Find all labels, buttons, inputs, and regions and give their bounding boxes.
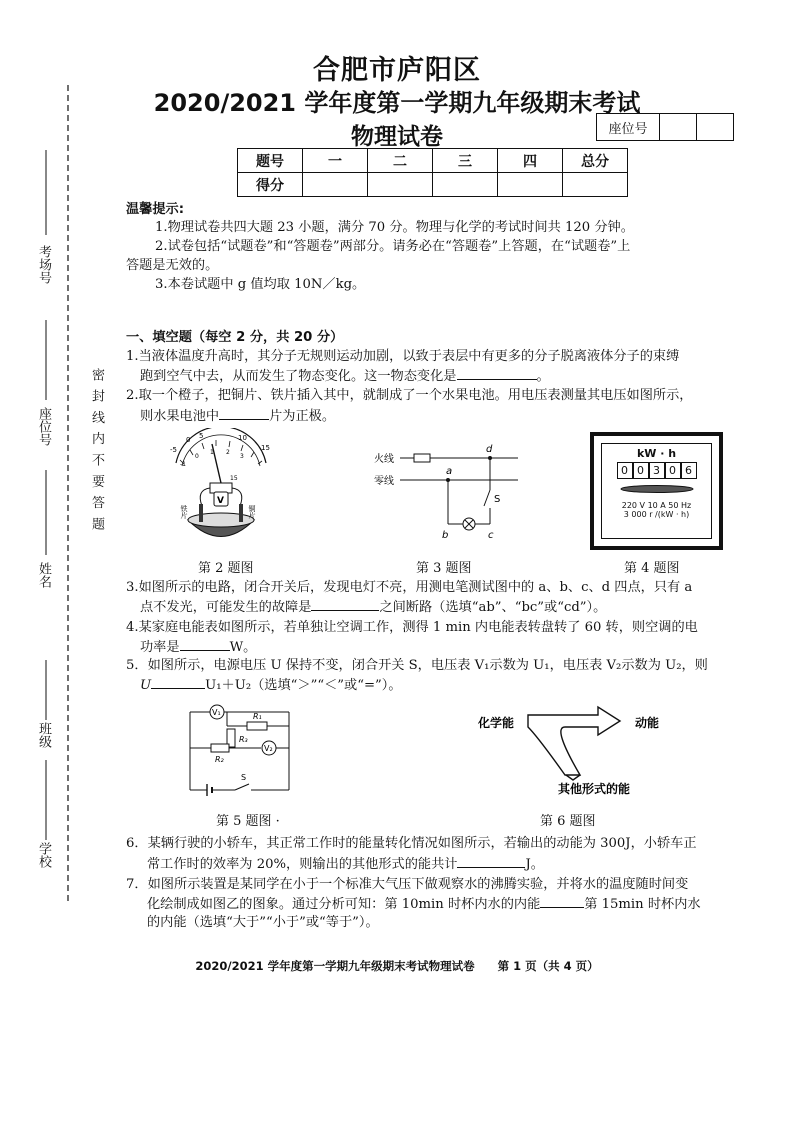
- score-header-cell: 二: [368, 149, 433, 173]
- answer-blank[interactable]: [151, 674, 205, 689]
- scale-label: 15: [230, 475, 238, 482]
- voltmeter-label: V: [217, 496, 224, 506]
- meter-digit: 3: [649, 462, 665, 479]
- tips-line: 2.试卷包括“试题卷”和“答题卷”两部分。请务必在“答题卷”上答题，在“试题卷”上: [155, 239, 631, 254]
- voltmeter-circuit-figure: [185, 700, 295, 800]
- meter-digits: [602, 462, 711, 479]
- seat-number-label: 座位号: [597, 114, 660, 141]
- point-a-label: a: [446, 466, 453, 477]
- question-text: 7．如图所示装置是某同学在小于一个标准大气压下做观察水的沸腾实验，并将水的温度随时间变: [126, 877, 689, 892]
- figure-caption: 第 2 题图: [198, 561, 254, 576]
- score-cell[interactable]: [498, 173, 563, 197]
- chemical-energy-label: 化学能: [478, 716, 515, 730]
- title-district: 合肥市庐阳区: [313, 55, 481, 86]
- question-text: 1.当液体温度升高时，其分子无规则运动加剧，以致于表层中有更多的分子脱离液体分子的束缚: [126, 349, 680, 364]
- question-text: 常工作时的效率为 20%，则输出的其他形式的能共计: [147, 857, 458, 872]
- r3-label: R₃: [239, 735, 248, 744]
- live-wire-label: 火线: [374, 454, 394, 465]
- question-text: 6．某辆行驶的小轿车，其正常工作时的能量转化情况如图所示，若输出的动能为 300J，小轿车正: [126, 836, 697, 851]
- meter-digit: 0: [665, 462, 681, 479]
- tips-line: 答题是无效的。: [126, 258, 219, 273]
- score-header-cell: 总分: [563, 149, 628, 173]
- school-label: 学校: [36, 842, 51, 868]
- score-header-cell: 一: [303, 149, 368, 173]
- figure-caption: 第 3 题图: [416, 561, 472, 576]
- question-text: 5．如图所示，电源电压 U 保持不变，闭合开关 S，电压表 V₁示数为 U₁，电压表 V₂示数为 U₂，则: [126, 658, 708, 673]
- seat-number-box: [596, 113, 734, 141]
- question-text: 2.取一个橙子，把铜片、铁片插入其中，就制成了一个水果电池。用电压表测量其电压如图所示，: [126, 388, 693, 403]
- other-energy-label: 其他形式的能: [558, 782, 631, 796]
- title-exam: 2020/2021 学年度第一学期九年级期末考试: [153, 89, 641, 117]
- fruit-battery-figure: [166, 428, 276, 553]
- v1-label: V₁: [212, 708, 221, 717]
- question-text: 功率是: [140, 640, 180, 655]
- switch-label: S: [494, 494, 501, 505]
- answer-blank[interactable]: [180, 636, 230, 651]
- seat-cell[interactable]: [660, 114, 697, 141]
- question-text: U: [140, 678, 152, 693]
- answer-blank[interactable]: [457, 853, 525, 868]
- score-header-cell: 题号: [238, 149, 303, 173]
- seat-cell[interactable]: [697, 114, 734, 141]
- question-text: 之间断路（选填“ab”、“bc”或“cd”）。: [379, 600, 607, 615]
- question-text: U₁＋U₂（选填“＞”“＜”或“=”）。: [205, 678, 402, 693]
- point-d-label: d: [486, 444, 493, 455]
- scale-label: 0: [195, 453, 199, 460]
- figure-caption: 第 6 题图: [540, 814, 596, 829]
- scale-label: 10: [238, 434, 247, 442]
- question-line: [140, 674, 402, 697]
- score-header-cell: 四: [498, 149, 563, 173]
- copper-plate-label: 铜片: [248, 505, 256, 519]
- score-cell[interactable]: [303, 173, 368, 197]
- meter-unit: kW · h: [636, 447, 677, 460]
- meter-spec-revolutions: 3 000 r /(kW · h): [623, 510, 690, 519]
- iron-plate-label: 铁片: [180, 505, 188, 519]
- name-label: 姓名: [36, 562, 51, 588]
- scale-label: 2: [226, 449, 230, 456]
- energy-meter-figure: [590, 432, 723, 550]
- question-text: 化绘制成如图乙的图象。通过分析可知：第 10min 时杯内水的内能: [147, 897, 541, 912]
- question-text: 点不发光，可能发生的故障是: [140, 600, 312, 615]
- meter-spec-voltage: 220 V 10 A 50 Hz: [621, 501, 692, 510]
- scale-label: 1: [210, 449, 214, 456]
- question-text: 的内能（选填“大于”“小于”或“等于”）。: [147, 915, 379, 930]
- binding-margin: [0, 0, 120, 1123]
- point-b-label: b: [442, 530, 449, 541]
- household-circuit-figure: [370, 442, 530, 542]
- neutral-wire-label: 零线: [374, 476, 394, 487]
- tips-line: 1.物理试卷共四大题 23 小题，满分 70 分。物理与化学的考试时间共 120 分钟。: [155, 220, 634, 235]
- question-text: 第 15min 时杯内水: [584, 897, 701, 912]
- question-line: [140, 596, 606, 619]
- question-text: W。: [229, 640, 257, 655]
- r2-label: R₂: [215, 755, 224, 764]
- score-cell[interactable]: [368, 173, 433, 197]
- class-label: 班级: [36, 722, 51, 748]
- answer-blank[interactable]: [540, 893, 584, 908]
- score-cell[interactable]: [563, 173, 628, 197]
- answer-blank[interactable]: [457, 365, 537, 380]
- question-text: 片为正极。: [269, 409, 336, 424]
- question-line: [147, 853, 544, 876]
- point-c-label: c: [488, 530, 494, 541]
- question-text: 。: [536, 369, 550, 384]
- figure-caption: 第 5 题图 ·: [216, 814, 280, 829]
- score-row-label: 得分: [238, 173, 303, 197]
- title-subject: 物理试卷: [351, 124, 443, 150]
- exam-room-label: 考场号: [36, 245, 51, 284]
- meter-disc-icon: [617, 482, 697, 496]
- score-header-cell: 三: [433, 149, 498, 173]
- v2-label: V₂: [264, 744, 273, 753]
- scale-label: 0: [186, 436, 191, 444]
- r1-label: R₁: [253, 712, 262, 721]
- section-heading: 一、填空题（每空 2 分，共 20 分）: [126, 330, 344, 345]
- question-text: 跑到空气中去，从而发生了物态变化。这一物态变化是: [140, 369, 457, 384]
- answer-blank[interactable]: [311, 596, 379, 611]
- page-footer: 2020/2021 学年度第一学期九年级期末考试物理试卷 第 1 页（共 4 页）: [195, 959, 599, 973]
- kinetic-energy-label: 动能: [635, 716, 660, 730]
- scale-label: 5: [199, 432, 204, 440]
- question-text: 则水果电池中: [140, 409, 220, 424]
- score-table: [237, 148, 628, 197]
- meter-digit: 0: [633, 462, 649, 479]
- scale-label: -1: [180, 461, 186, 468]
- question-line: [140, 405, 335, 428]
- figure-caption: 第 4 题图: [624, 561, 680, 576]
- scale-label: -5: [170, 446, 177, 454]
- score-cell[interactable]: [433, 173, 498, 197]
- tips-line: 3.本卷试题中 g 值均取 10N／kg。: [155, 277, 366, 292]
- question-text: 3.如图所示的电路，闭合开关后，发现电灯不亮，用测电笔测试图中的 a、b、c、d 四点，只有 a: [126, 580, 693, 595]
- seat-no-label: 座位号: [36, 407, 51, 446]
- scale-label: 15: [261, 444, 270, 452]
- answer-blank[interactable]: [219, 405, 269, 420]
- seal-line-text: 密 封 线 内 不 要 答 题: [89, 368, 104, 530]
- energy-flow-figure: [470, 705, 690, 800]
- tips-heading: 温馨提示:: [126, 202, 185, 217]
- meter-digit: 0: [617, 462, 633, 479]
- question-text: J。: [525, 857, 544, 872]
- question-text: 4.某家庭电能表如图所示，若单独让空调工作，测得 1 min 内电能表转盘转了 60 转，则空调的电: [126, 620, 698, 635]
- scale-label: 3: [240, 453, 244, 460]
- meter-digit-decimal: 6: [681, 462, 697, 479]
- switch-label: S: [241, 773, 247, 782]
